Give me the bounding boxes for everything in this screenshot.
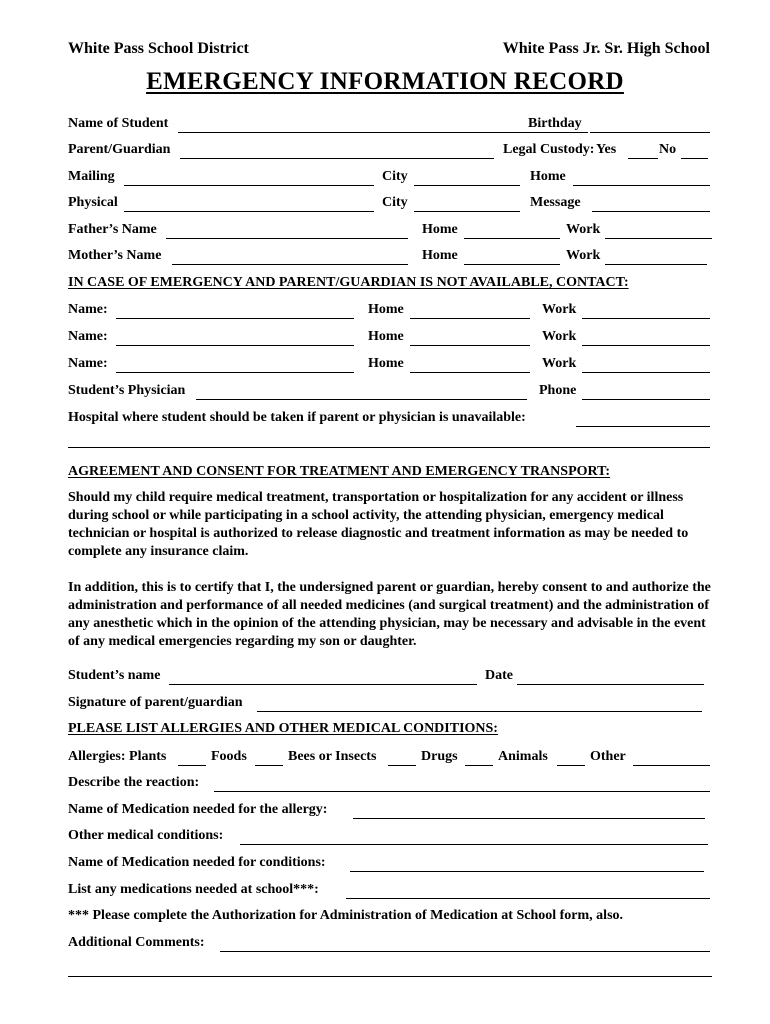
physical-city-label: City [382,195,408,210]
contact-home-label: Home [368,302,404,317]
form-title: EMERGENCY INFORMATION RECORD [146,68,624,95]
allergy-med-row [68,802,710,822]
other-conditions-row [68,828,710,848]
physical-row [68,195,710,215]
birthday-label: Birthday [528,116,582,131]
father-work-field[interactable] [605,238,712,239]
allergy-med-label: Name of Medication needed for the allergy: [68,802,328,817]
contact-work-label: Work [542,302,577,317]
parent-field[interactable] [180,158,494,159]
bees-label: Bees or Insects [288,749,377,764]
student-name-sign-field[interactable] [169,684,477,685]
contact-home-label: Home [368,356,404,371]
comments-label: Additional Comments: [68,935,205,950]
date-field[interactable] [517,684,704,685]
medication-note: *** Please complete the Authorization for Administration of Medication at School form, also. [68,908,624,923]
contact-name-field[interactable] [116,372,354,373]
mother-home-field[interactable] [464,264,560,265]
father-home-field[interactable] [464,238,560,239]
mailing-city-field[interactable] [414,185,520,186]
foods-field[interactable] [255,765,283,766]
consent-heading: AGREEMENT AND CONSENT FOR TREATMENT AND EMERGENCY TRANSPORT: [68,464,611,479]
contact-work-field[interactable] [582,372,710,373]
school-meds-row [68,882,710,902]
mother-name-field[interactable] [172,264,408,265]
drugs-field[interactable] [465,765,493,766]
mailing-label: Mailing [68,169,115,184]
drugs-label: Drugs [421,749,458,764]
hospital-label: Hospital where student should be taken if parent or physician is unavailable: [68,410,526,425]
contact-work-label: Work [542,356,577,371]
allergy-med-field[interactable] [353,818,705,819]
home-label: Home [530,169,566,184]
contact-work-field[interactable] [582,318,710,319]
physician-field[interactable] [196,399,527,400]
contact-name-label: Name: [68,302,108,317]
mother-label: Mother’s Name [68,248,162,263]
parent-row [68,142,710,162]
comments-field-continued[interactable] [68,976,712,977]
reaction-label: Describe the reaction: [68,775,200,790]
signature-label: Signature of parent/guardian [68,695,243,710]
father-row [68,222,710,242]
hospital-row [68,410,710,430]
student-name-sign-label: Student’s name [68,668,161,683]
message-field[interactable] [592,211,710,212]
school-meds-label: List any medications needed at school***: [68,882,319,897]
contact-name-field[interactable] [116,345,354,346]
father-label: Father’s Name [68,222,157,237]
contact-home-field[interactable] [410,345,530,346]
birthday-field[interactable] [590,132,710,133]
consent-paragraph-2: In addition, this is to certify that I, the undersigned parent or guardian, hereby consent to and authorize the administration and performance of all needed medicines (and surgical treatment) and the administration of any anesthetic which in the opinion of the attending physician, may be necessary and advisable in the event of any medical emergencies regarding my son or daughter. [68,580,711,649]
father-work-label: Work [566,222,601,237]
date-label: Date [485,668,513,683]
plants-field[interactable] [178,765,206,766]
foods-label: Foods [211,749,247,764]
physician-label: Student’s Physician [68,383,186,398]
contact-name-label: Name: [68,329,108,344]
signature-field[interactable] [257,711,702,712]
emergency-contact-row [68,302,710,322]
student-name-label: Name of Student [68,116,169,131]
other-conditions-field[interactable] [240,844,708,845]
district-name: White Pass School District [68,40,249,57]
bees-field[interactable] [388,765,416,766]
hospital-field[interactable] [576,426,710,427]
custody-yes-label: Yes [596,142,617,157]
student-name-field[interactable] [178,132,588,133]
contact-home-label: Home [368,329,404,344]
conditions-med-label: Name of Medication needed for conditions: [68,855,326,870]
reaction-row [68,775,710,795]
parent-label: Parent/Guardian [68,142,171,157]
other-field[interactable] [633,765,710,766]
mother-row [68,248,710,268]
mailing-row [68,169,710,189]
medical-heading: PLEASE LIST ALLERGIES AND OTHER MEDICAL CONDITIONS: [68,721,498,736]
custody-yes-field[interactable] [628,158,658,159]
mother-work-label: Work [566,248,601,263]
physical-label: Physical [68,195,118,210]
student-name-sign-row [68,668,710,688]
physical-city-field[interactable] [414,211,520,212]
signature-row [68,695,710,715]
reaction-field[interactable] [214,791,710,792]
emergency-contact-row [68,356,710,376]
student-name-row [68,116,710,136]
custody-no-label: No [659,142,677,157]
other-conditions-label: Other medical conditions: [68,828,224,843]
comments-row [68,935,710,955]
animals-label: Animals [498,749,548,764]
emergency-heading: IN CASE OF EMERGENCY AND PARENT/GUARDIAN IS NOT AVAILABLE, CONTACT: [68,275,629,290]
consent-paragraph-1: Should my child require medical treatment, transportation or hospitalization for any accident or illness during school or while participating in a school activity, the attending physician, emergency medical technician or hospital is authorized to release diagnostic and treatment information as may be needed to complete any insurance claim. [68,490,689,559]
father-home-label: Home [422,222,458,237]
phone-field[interactable] [582,399,710,400]
contact-work-label: Work [542,329,577,344]
school-name: White Pass Jr. Sr. High School [502,40,710,57]
comments-field[interactable] [220,951,710,952]
emergency-contact-row [68,329,710,349]
mother-work-field[interactable] [605,264,707,265]
allergies-row [68,749,710,769]
custody-label: Legal Custody: [503,142,595,157]
other-label: Other [590,749,626,764]
physician-row [68,383,710,403]
allergies-plants-label: Allergies: Plants [68,749,167,764]
custody-no-field[interactable] [681,158,708,159]
phone-label: Phone [539,383,577,398]
school-meds-field[interactable] [346,898,710,899]
conditions-med-row [68,855,710,875]
father-name-field[interactable] [166,238,408,239]
message-label: Message [530,195,581,210]
contact-name-field[interactable] [116,318,354,319]
mailing-city-label: City [382,169,408,184]
contact-home-field[interactable] [410,372,530,373]
mother-home-label: Home [422,248,458,263]
contact-name-label: Name: [68,356,108,371]
home-phone-field[interactable] [573,185,710,186]
conditions-med-field[interactable] [350,871,704,872]
physical-field[interactable] [124,211,374,212]
animals-field[interactable] [557,765,585,766]
contact-home-field[interactable] [410,318,530,319]
hospital-field-continued[interactable] [68,447,710,448]
contact-work-field[interactable] [582,345,710,346]
mailing-field[interactable] [124,185,374,186]
